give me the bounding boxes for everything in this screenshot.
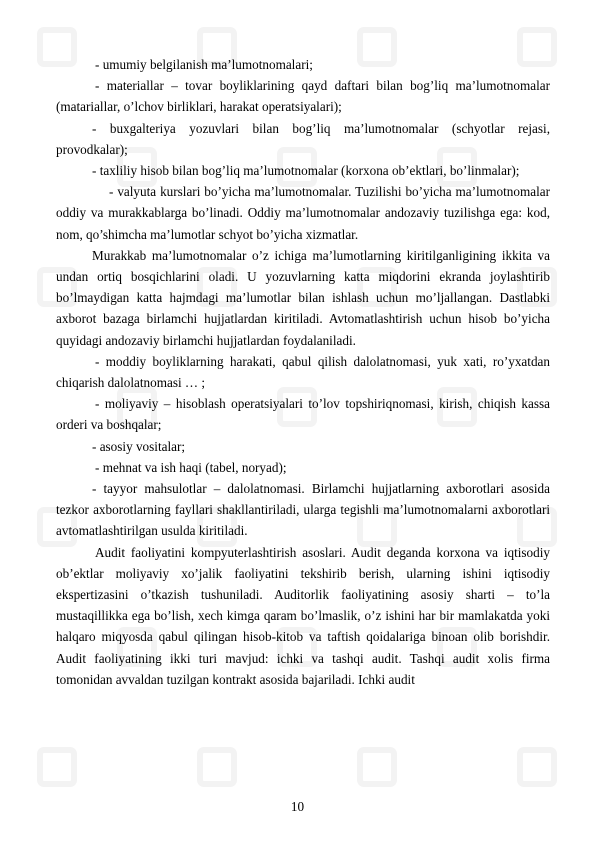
paragraph: - buxgalteriya yozuvlari bilan bog’liq ma’lumotnomalar (schyotlar rejasi, provodkalar); xyxy=(56,120,550,157)
body-text xyxy=(56,54,550,690)
paragraph: - taxliliy hisob bilan bog’liq ma’lumotnomalar (korxona ob’ektlari, bo’linmalar); xyxy=(92,163,520,179)
paragraph: - valyuta kurslari bo’yicha ma’lumotnomalar. Tuzilishi bo’yicha ma’lumotnomalar oddiy va murakkablarga bo’linadi. Oddiy ma’lumotnomalar andozaviy tuzilishga ega: kod, nom, qo’shimcha ma’lumotlar schyot bo’yicha xizmatlar. xyxy=(56,184,550,242)
paragraph: Murakkab ma’lumotnomalar o’z ichiga ma’lumotlarning kiritilganligining ikkita va undan ortiq bosqichlarini oladi. U yozuvlarning katta miqdorini ekranda joylashtirib bo’lmaydigan katta hajmdagi ma’lumotlar bilan ishlash uchun mo’ljallangan. Dastlabki axborot bazaga birlamchi hujjatlardan kiritiladi. Avtomatlashtirish uchun hisob bo’yicha quyidagi andozaviy birlamchi hujjatlardan foydalaniladi. xyxy=(56,247,550,348)
paragraph: - mehnat va ish haqi (tabel, noryad); xyxy=(95,459,287,475)
paragraph: - asosiy vositalar; xyxy=(92,438,186,454)
paragraph: - moddiy boyliklarning harakati, qabul qilish dalolatnomasi, yuk xati, ro’yxatdan chiqarish dalolatnomasi … ; xyxy=(56,353,550,391)
paragraph: - tayyor mahsulotlar – dalolatnomasi. Birlamchi hujjatlarning axborotlari asosida tezkor axborotlarning fayllari shakllantiriladi, ularga tegishli ma’lumotnomalarni axborotlari avtomatlashtirilgan usulda kiritiladi. xyxy=(56,481,550,539)
paragraph: - materiallar – tovar boyliklarining qayd daftari bilan bog’liq ma’lumotnomalar (matariallar, o’lchov birliklari, harakat operatsiyalari); xyxy=(56,78,550,115)
paragraph: Audit faoliyatini kompyuterlashtirish asoslari. Audit deganda korxona va iqtisodiy ob’ektlar moliyaviy xo’jalik faoliyatini tekshirib berish, ularning ishini iqtisodiy ekspertizasini o’tkazish tushuniladi. Auditorlik faoliyatining asosiy sharti – to’la mustaqillikka ega bo’lish, xech kimga qaram bo’lmaslik, o’z ishini har bir mamlakatda yoki halqaro miqyosda qabul qilingan hisob-kitob va taftish qoidalariga binoan olib borishdir. Audit faoliyatining ikki turi mavjud: ichki va tashqi audit. Tashqi audit xolis firma tomonidan avvaldan tuzilgan kontrakt asosida bajariladi. Ichki audit xyxy=(56,544,550,687)
paragraph: - umumiy belgilanish ma’lumotnomalari; xyxy=(95,57,313,72)
page-number: 10 xyxy=(290,799,305,814)
paragraph: - moliyaviy – hisoblash operatsiyalari to’lov topshiriqnomasi, kirish, chiqish kassa orderi va boshqalar; xyxy=(56,396,550,433)
